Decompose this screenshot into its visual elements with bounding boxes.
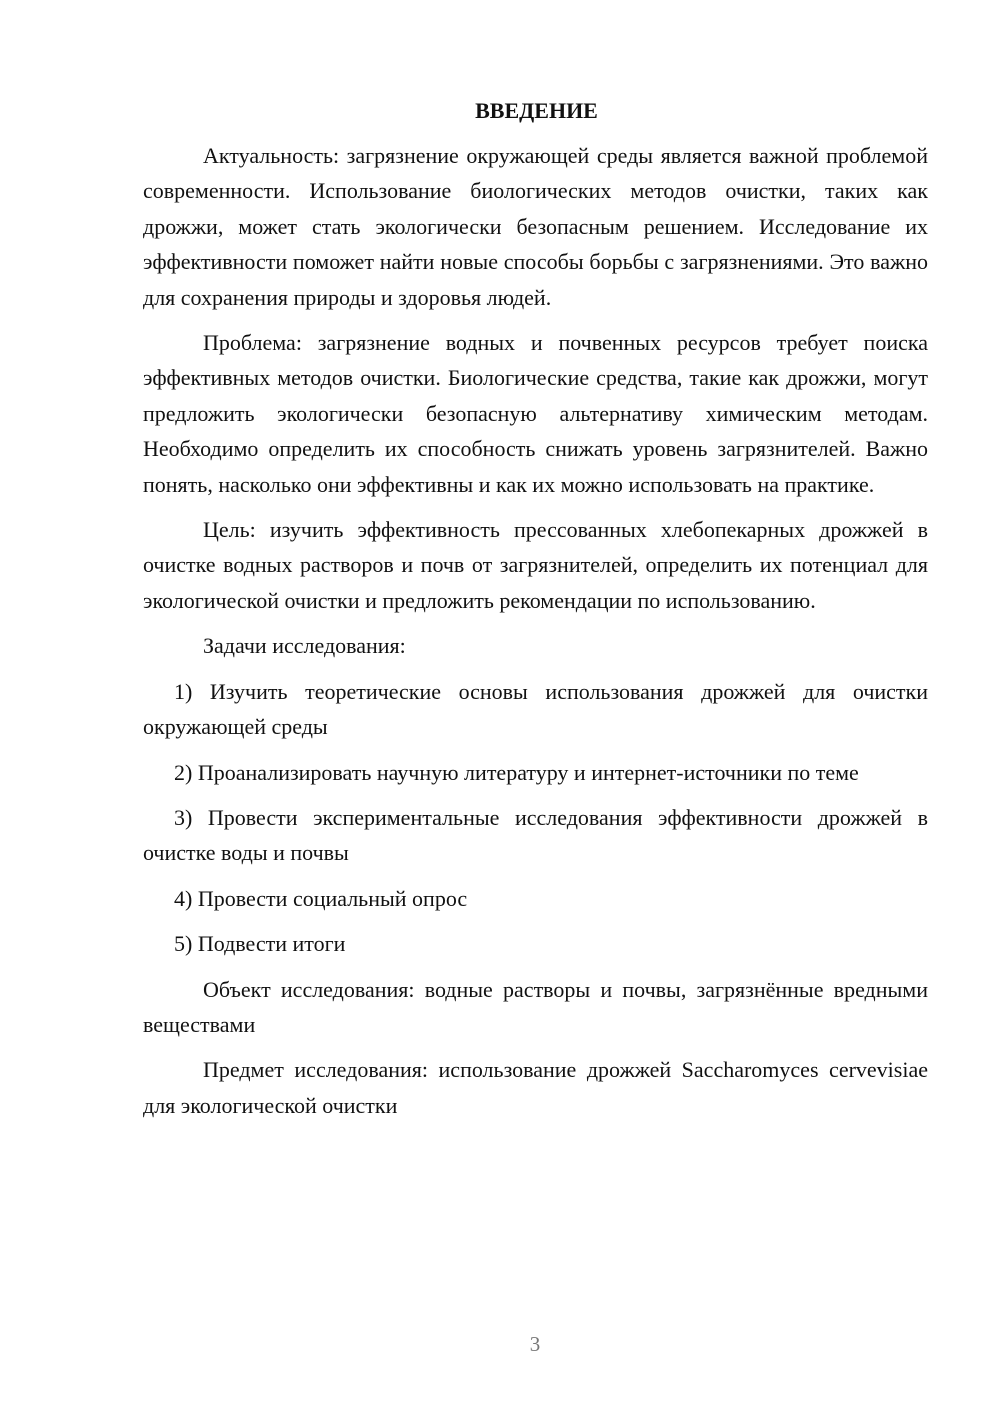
problem-paragraph: Проблема: загрязнение водных и почвенных ресурсов требует поиска эффективных методов очистки. Биологические средства, такие как дрожжи, могут предложить экологически безопасную альтернативу химическим методам. Необходимо определить их способность снижать уровень загрязнителей. Важно понять, насколько они эффективны и как их можно использовать на практике. <box>143 330 928 497</box>
tasks-heading: Задачи исследования: <box>203 633 406 659</box>
task-item-4: 4) Провести социальный опрос <box>174 885 468 911</box>
task-item-2: 2) Проанализировать научную литературу и интернет-источники по теме <box>174 759 859 785</box>
task-item-3: 3) Провести экспериментальные исследования эффективности дрожжей в очистке воды и почвы <box>143 804 928 866</box>
task-item-5: 5) Подвести итоги <box>174 931 346 957</box>
task-item-1: 1) Изучить теоретические основы использования дрожжей для очистки окружающей среды <box>143 678 928 740</box>
relevance-paragraph: Актуальность: загрязнение окружающей среды является важной проблемой современности. Использование биологических методов очистки, таких как дрожжи, может стать экологически безопасным решением. Исследование их эффективности поможет найти новые способы борьбы с загрязнениями. Это важно для сохранения природы и здоровья людей. <box>143 143 928 310</box>
subject-paragraph: Предмет исследования: использование дрожжей Saccharomyces cervevisiae для экологической очистки <box>143 1057 928 1118</box>
page-title: ВВЕДЕНИЕ <box>475 98 598 123</box>
goal-paragraph: Цель: изучить эффективность прессованных хлебопекарных дрожжей в очистке водных растворов и почв от загрязнителей, определить их потенциал для экологической очистки и предложить рекомендации по использованию. <box>143 517 928 613</box>
page-number: 3 <box>529 1332 541 1356</box>
page-content <box>143 93 928 1123</box>
object-paragraph: Объект исследования: водные растворы и почвы, загрязнённые вредными веществами <box>143 976 928 1037</box>
